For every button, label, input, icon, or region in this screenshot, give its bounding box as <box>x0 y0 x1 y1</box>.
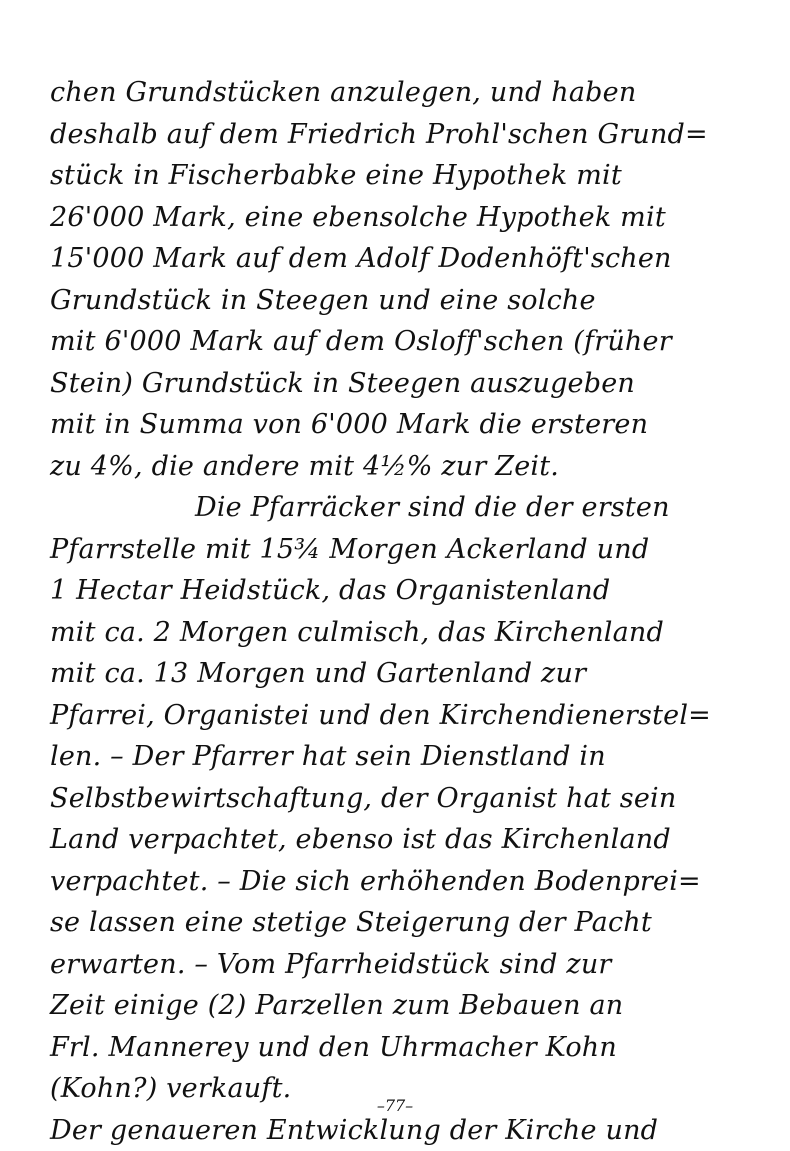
text-line-19: Land verpachtet, ebenso ist das Kirchenland <box>50 819 760 861</box>
text-line-23: Zeit einige (2) Parzellen zum Bebauen an <box>50 985 760 1027</box>
text-line-8: Stein) Grundstück in Steegen auszugeben <box>50 363 760 405</box>
text-line-10: zu 4%, die andere mit 4½% zur Zeit. <box>50 446 760 488</box>
text-line-20: verpachtet. – Die sich erhöhenden Bodenprei= <box>50 861 760 903</box>
text-line-3: stück in Fischerbabke eine Hypothek mit <box>50 155 760 197</box>
text-line-5: 15'000 Mark auf dem Adolf Dodenhöft'schen <box>50 238 760 280</box>
text-line-1: chen Grundstücken anzulegen, und haben <box>50 72 760 114</box>
text-line-25: (Kohn?) verkauft. <box>50 1068 760 1110</box>
text-line-7: mit 6'000 Mark auf dem Osloff'schen (früher <box>50 321 760 363</box>
text-line-15: mit ca. 13 Morgen und Gartenland zur <box>50 653 760 695</box>
text-line-17: len. – Der Pfarrer hat sein Dienstland in <box>50 736 760 778</box>
text-line-13: 1 Hectar Heidstück, das Organistenland <box>50 570 760 612</box>
text-line-24: Frl. Mannerey und den Uhrmacher Kohn <box>50 1027 760 1069</box>
text-line-9: mit in Summa von 6'000 Mark die ersteren <box>50 404 760 446</box>
handwritten-text-block <box>50 72 760 1151</box>
text-line-21: se lassen eine stetige Steigerung der Pacht <box>50 902 760 944</box>
text-line-22: erwarten. – Vom Pfarrheidstück sind zur <box>50 944 760 986</box>
text-line-2: deshalb auf dem Friedrich Prohl'schen Grund= <box>50 114 760 156</box>
text-line-6: Grundstück in Steegen und eine solche <box>50 280 760 322</box>
text-line-16: Pfarrei, Organistei und den Kirchendienerstel= <box>50 695 760 737</box>
text-line-18: Selbstbewirtschaftung, der Organist hat sein <box>50 778 760 820</box>
page-number: –77– <box>0 1096 790 1115</box>
text-line-26: Der genaueren Entwicklung der Kirche und <box>50 1110 760 1151</box>
text-line-11: Die Pfarräcker sind die der ersten <box>50 487 760 529</box>
text-line-12: Pfarrstelle mit 15¾ Morgen Ackerland und <box>50 529 760 571</box>
text-line-4: 26'000 Mark, eine ebensolche Hypothek mit <box>50 197 760 239</box>
text-line-14: mit ca. 2 Morgen culmisch, das Kirchenland <box>50 612 760 654</box>
